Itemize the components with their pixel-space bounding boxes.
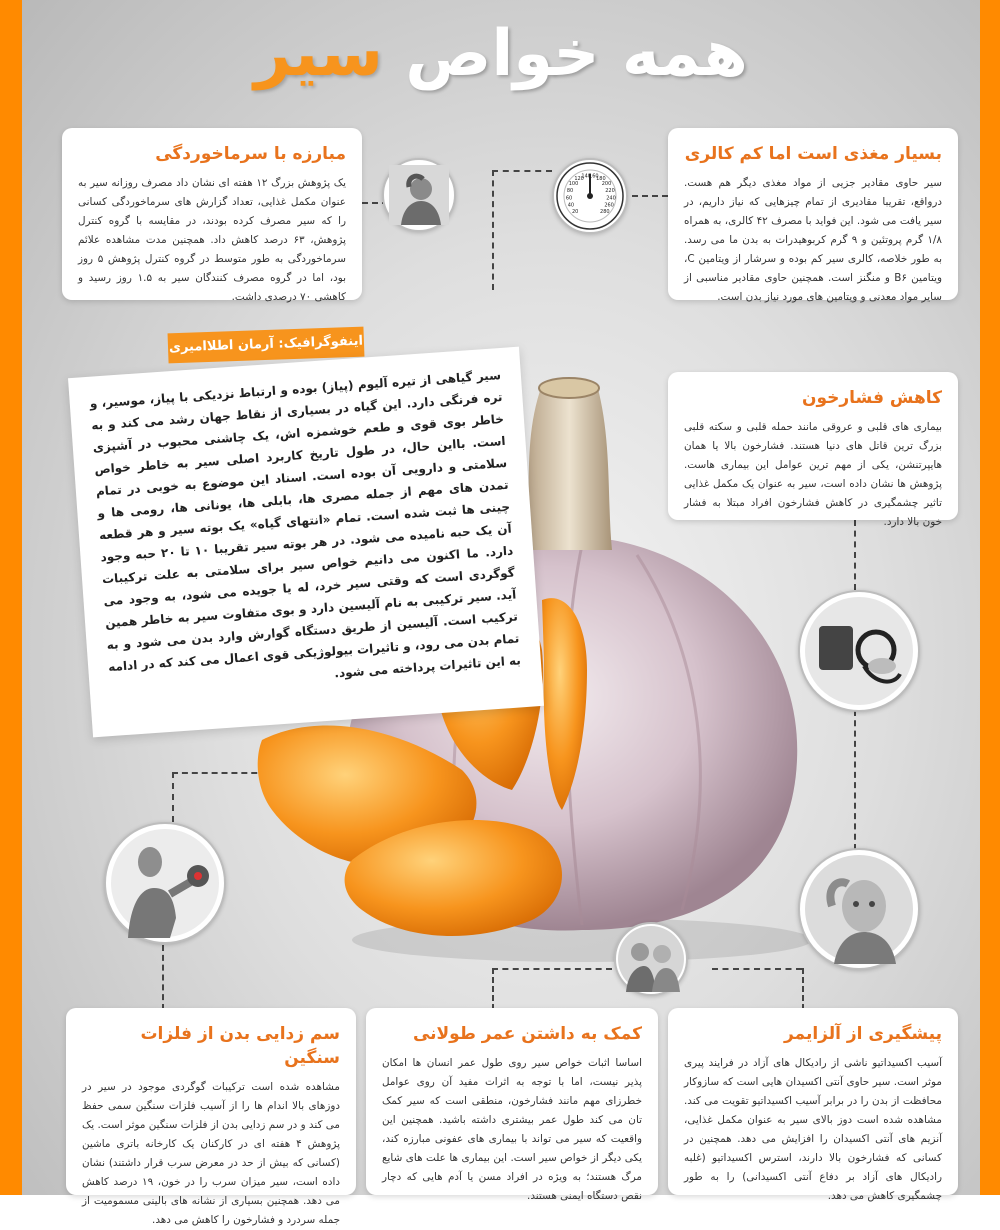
gauge-tick-label: 220 — [605, 187, 615, 194]
intro-text: سیر گیاهی از تیره آلیوم (پیاز) بوده و ارتباط نزدیکی با پیاز، موسیر، و تره فرنگی دارد. این گیاه در بسیاری از نقاط جهان رشد می کند و به خاطر بوی قوی و طعم خوشمزه اش، یک چاشنی محبوب در آشپزی است. بااین حال، در طول تاریخ کاربرد اصلی سیر به خاطر خواص سلامتی و دارویی آن بوده است. اسناد این موضوع به خوبی در تمام تمدن های مهم از جمله مصری ها، بابلی ها، یونانی ها، رومی ها و چینی ها ثبت شده است. تمام «انتهای گیاه» یک بوته سیر و هر قطعه آن یک حبه نامیده می شود. در هر بوته سیر تقریبا ۱۰ تا ۲۰ حبه وجود دارد. ما اکنون می دانیم خواص سیر برای سلامتی به علت ترکیبات گوگردی است که وقتی سیر خرد، له یا جویده می شود، به وجود می آید. سیر ترکیبی به نام آلیسین دارد و بوی متفاوت سیر به خاطر همین ترکیب است. آلیسین از طریق دستگاه گوارش وارد بدن می شود و به تمام بدن می رود، و تاثیرات بیولوژیکی قوی اعمال می کند که در ادامه به این تاثیرات پرداخته می شود. — [89, 368, 522, 681]
headache-photo — [382, 158, 456, 232]
calorie-gauge — [552, 158, 628, 234]
card-title: بسیار مغذی است اما کم کالری — [684, 144, 942, 164]
card-title: کمک به داشتن عمر طولانی — [412, 1024, 642, 1044]
garlic-stem — [527, 385, 612, 550]
gauge-tick-label: 160 — [589, 173, 599, 180]
card-alzheimer — [668, 1008, 958, 1202]
title-main: همه خواص — [405, 17, 748, 91]
elder-man-icon — [804, 854, 914, 964]
gauge-icon — [554, 160, 626, 232]
card-title: پیشگیری از آلزایمر — [783, 1024, 942, 1044]
elder-couple-photo — [614, 922, 688, 996]
infographic-canvas — [22, 0, 980, 1226]
detox-man-photo — [104, 822, 226, 944]
gauge-tick-label: 60 — [565, 195, 573, 202]
gauge-tick-label: 40 — [567, 202, 575, 209]
card-title: کاهش فشارخون — [801, 388, 942, 408]
garlic-stem-top — [539, 378, 599, 398]
blood-pressure-photo — [798, 590, 920, 712]
card-text: یک پژوهش بزرگ ۱۲ هفته ای نشان داد مصرف روزانه سیر به عنوان مکمل غذایی، تعداد گزارش های سرماخوردگی کسانی را که سیر مصرف کرده بودند، در مقایسه با گروه کنترل پژوهش، ۶۳ درصد کاهش داد. همچنین مدت مشاهده علائم سرماخوردگی به طور متوسط در گروه کنترل پژوهش ۵ روز بود، اما در گروه مصرف کنندگان سیر به ۱.۵ روز رسید و کاهشی ۷۰ درصدی داشت. — [78, 177, 346, 303]
card-text: بیماری های قلبی و عروقی مانند حمله قلبی و سکته قلبی بزرگ ترین قاتل های دنیا هستند. فشارخون بالا یا همان هایپرتنشن، یکی از مهم ترین عوامل این بیماری هاست. پژوهش ها نشان داده است، سیر به عنوان یک مکمل غذایی تاثیر چشمگیری در کاهش فشارخون افراد مبتلا به فشار خون بالا دارد. — [684, 421, 942, 528]
title-accent: سیر — [254, 17, 383, 91]
card-fight-cold — [62, 128, 362, 303]
gauge-tick-label: 260 — [604, 202, 614, 209]
gauge-tick-label: 140 — [581, 173, 591, 180]
gauge-tick-label: 120 — [574, 176, 584, 182]
card-title: مبارزه با سرماخوردگی — [155, 144, 346, 164]
blood-pressure-icon — [804, 596, 914, 706]
card-text: آسیب اکسیداتیو ناشی از رادیکال های آزاد در فرایند پیری موثر است. سیر حاوی آنتی اکسیدان هایی است که سازوکار محافظت از بدن را در برابر آسیب اکسیداتیو تقویت می کند. مشاهده شده است دوز بالای سیر به عنوان مکمل غذایی، آنزیم های آنتی اکسیدان را افزایش می دهد. همچنین در کسانی که فشارخون بالا دارند، استرس اکسیداتیو (غلبه رادیکال های آزاد بر دفاع آنتی اکسیدانی) را به طور چشمگیری کاهش می دهد. — [684, 1057, 942, 1202]
gauge-tick-label: 20 — [572, 208, 579, 215]
gauge-tick-label: 240 — [606, 195, 616, 202]
card-longevity — [366, 1008, 658, 1202]
card-text: سیر حاوی مقادیر جزیی از مواد مغذی دیگر هم هست. درواقع، تقریبا مقادیری از تمام چیزهایی که نیاز داریم، در سیر یافت می شود. این فواید با مصرف ۴۲ کالری، به همراه ۱/۸ گرم پروتئین و ۹ گرم کربوهیدرات به بدن ما می رسد. به طور خلاصه، کالری سیر کم بوده و سرشار از ویتامین C، ویتامین B۶ و منگنز است. همچنین حاوی مقادیر مناسبی از سایر مواد معدنی و ویتامین های مورد نیاز بدن است. — [684, 177, 942, 303]
card-blood-pressure — [668, 372, 958, 528]
raised-hand-icon — [110, 828, 220, 938]
intro-note — [68, 347, 544, 738]
card-text: اساسا اثبات خواص سیر روی طول عمر انسان ها امکان پذیر نیست، اما با توجه به اثرات مفید آن روی عوامل خطرزای مهم مانند فشارخون، منطقی است که سیر کمک تان می کند طول عمر بیشتری داشته باشید. همچنین این واقعیت که سیر می تواند با بیماری های عفونی مبارزه کند، یکی دیگر از خواص سیر است. این بیماری ها علت های شایع مرگ هستند؛ به ویژه در افراد مسن یا آدم هایی که دچار نقص دستگاه ایمنی هستند. — [382, 1057, 642, 1202]
card-low-calorie — [668, 128, 958, 303]
card-heavy-metals — [66, 1008, 356, 1226]
confused-elder-photo — [798, 848, 920, 970]
card-title: سم زدایی بدن از فلزات سنگین — [140, 1024, 340, 1068]
gauge-tick-label: 80 — [566, 187, 574, 194]
person-headache-icon — [389, 165, 449, 225]
elder-couple-icon — [618, 926, 684, 992]
gauge-tick-label: 100 — [568, 181, 579, 187]
gauge-tick-label: 280 — [600, 208, 610, 215]
card-text: مشاهده شده است ترکیبات گوگردی موجود در سیر در دوزهای بالا اندام ها را از آسیب فلزات سنگین سمی حفظ می کند و در سم زدایی بدن از فلزات سنگین موثر است. یک پژوهش ۴ هفته ای در کارکنان یک کارخانه باتری ماشین (کسانی که بیش از حد در معرض سرب قرار داشتند) نشان داده است، سیر میزان سرب را در خون، ۱۹ درصد کاهش می دهد. همچنین بسیاری از نشانه های بالینی مسمومیت از جمله سردرد و فشارخون را کاهش می دهد. — [82, 1081, 340, 1226]
gauge-tick-label: 180 — [596, 176, 606, 182]
gauge-tick-label: 200 — [601, 181, 612, 187]
byline-tag: اینفوگرافیک: آرمان اطلاامیری — [168, 327, 365, 364]
